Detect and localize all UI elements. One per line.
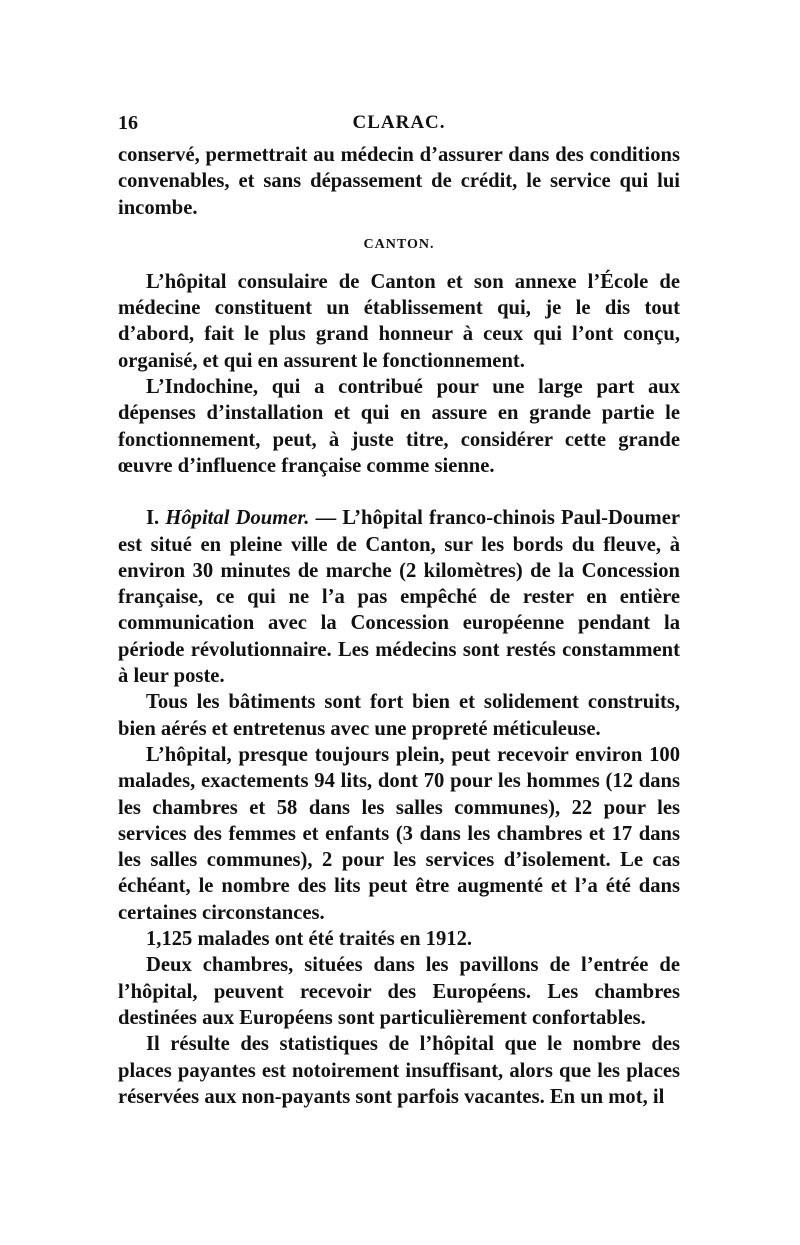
section-heading: CANTON. bbox=[363, 236, 435, 252]
paragraph: L’Indochine, qui a contribué pour une large part aux dépenses d’installation et qui en assure en grande partie le fonctionnement, peut, à juste titre, considérer cette grande œuvre d’influence française comme sienne. bbox=[118, 376, 680, 477]
paragraph: 1,125 malades ont été traités en 1912. bbox=[146, 928, 473, 951]
running-title: CLARAC. bbox=[352, 112, 446, 133]
page-number: 16 bbox=[118, 112, 138, 134]
body-text bbox=[118, 142, 680, 1110]
paragraph: L’hôpital, presque toujours plein, peut recevoir environ 100 malades, exactements 94 lits, dont 70 pour les hommes (12 dans les chambres et 58 dans les salles communes), 22 pour les services des femmes et enfants (3 dans les chambres et 17 dans les salles communes), 2 pour les services d’isolement. Le cas échéant, le nombre des lits peut être augmenté et l’a été dans certaines circonstances. bbox=[118, 743, 680, 924]
paragraph: L’hôpital consulaire de Canton et son annexe l’École de médecine constituent un établissement qui, je le dis tout d’abord, fait le plus grand honneur à ceux qui l’ont conçu, organisé, et qui en assurent le fonctionnement. bbox=[118, 270, 680, 372]
paragraph: Il résulte des statistiques de l’hôpital que le nombre des places payantes est notoirement insuffisant, alors que les places réservées aux non-payants sont parfois vacantes. En un mot, il bbox=[118, 1033, 680, 1108]
section-number: I. bbox=[146, 507, 160, 530]
running-head bbox=[118, 112, 680, 140]
subsection-title: Hôpital Doumer. bbox=[165, 507, 310, 530]
paragraph: Deux chambres, situées dans les pavillons de l’entrée de l’hôpital, peuvent recevoir des Européens. Les chambres destinées aux Européens sont particulièrement confortables. bbox=[118, 954, 680, 1029]
paragraph-gap bbox=[118, 479, 680, 505]
paragraph: Tous les bâtiments sont fort bien et solidement construits, bien aérés et entretenus avec une propreté méticuleuse. bbox=[118, 691, 680, 740]
paragraph-text: — L’hôpital franco-chinois Paul-Doumer est situé en pleine ville de Canton, sur les bords du fleuve, à environ 30 minutes de marche (2 kilomètres) de la Concession française, ce qui ne l’a pas empêché de rester en entière communication avec la Concession européenne pendant la période révolutionnaire. Les médecins sont restés constamment à leur poste. bbox=[118, 507, 680, 688]
paragraph-continuation: conservé, permettrait au médecin d’assurer dans des conditions convenables, et sans dépassement de crédit, le service qui lui incombe. bbox=[118, 144, 680, 219]
paragraph-hopital-doumer bbox=[118, 505, 680, 689]
